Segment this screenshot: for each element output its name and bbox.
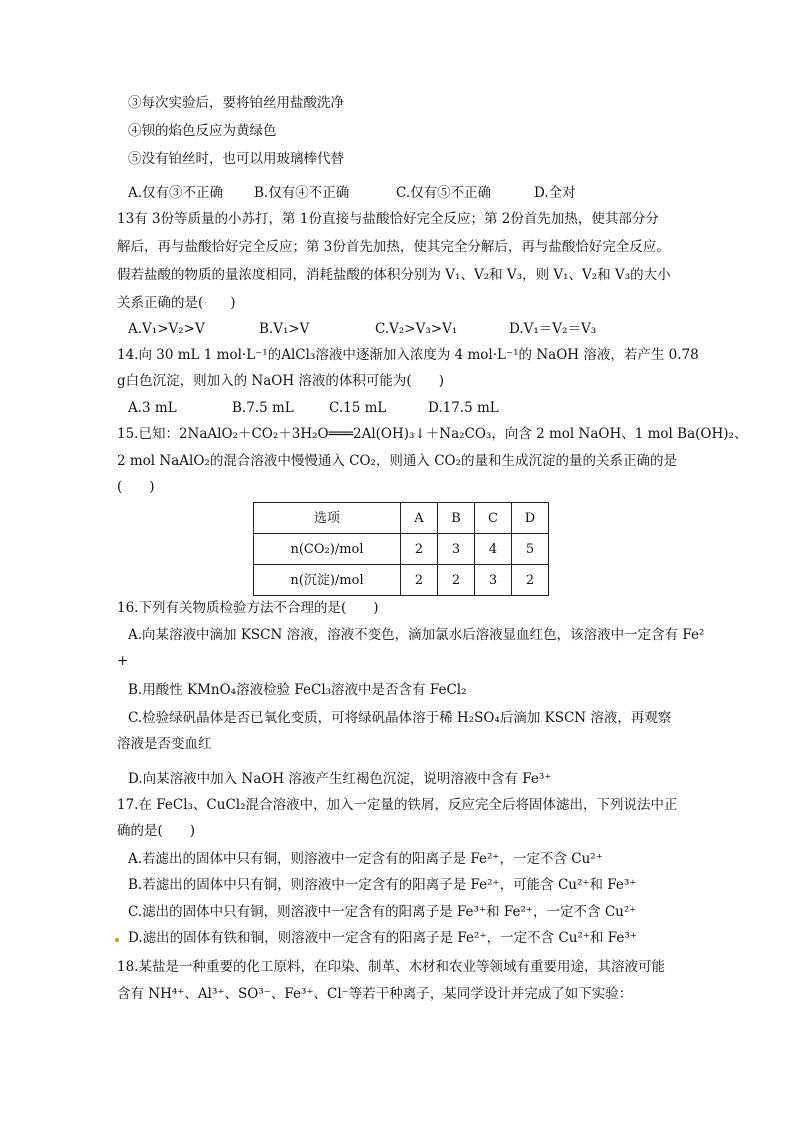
option-b: B.7.5 mL xyxy=(232,400,294,416)
table-row-label: n(沉淀)/mol xyxy=(254,565,401,596)
q14-options xyxy=(128,395,499,422)
table-cell: 5 xyxy=(512,534,549,565)
table-row xyxy=(254,565,549,596)
table-header-cell: C xyxy=(475,503,512,534)
table-cell: 4 xyxy=(475,534,512,565)
option-a: A.3 mL xyxy=(128,400,177,416)
q13-line-4: 关系正确的是( ) xyxy=(117,295,236,311)
option-d: D.17.5 mL xyxy=(428,400,499,416)
q15-table xyxy=(253,502,549,596)
q13-line-1: 13有 3份等质量的小苏打，第 1份直接与盐酸恰好完全反应；第 2份首先加热，使其部分分 xyxy=(117,211,659,227)
q16-option-b: B.用酸性 KMnO₄溶液检验 FeCl₃溶液中是否含有 FeCl₂ xyxy=(128,682,467,698)
table-header-cell: B xyxy=(438,503,475,534)
option-b: B.V₁>V xyxy=(259,321,310,337)
statement-3: ③每次实验后，要将铂丝用盐酸洗净 xyxy=(128,95,344,111)
q14-line-2: g白色沉淀，则加入的 NaOH 溶液的体积可能为( ) xyxy=(117,373,444,389)
q13-line-3: 假若盐酸的物质的量浓度相同，消耗盐酸的体积分别为 V₁、V₂和 V₃，则 V₁、V₂和 V₃的大小 xyxy=(117,267,671,283)
q17-line-1: 17.在 FeCl₃、CuCl₂混合溶液中，加入一定量的铁屑，反应完全后将固体滤出，下列说法中正 xyxy=(117,797,678,813)
option-d: D.全对 xyxy=(534,185,576,201)
q17-option-a: A.若滤出的固体中只有铜，则溶液中一定含有的阳离子是 Fe²⁺，一定不含 Cu²⁺ xyxy=(128,851,603,867)
margin-dot xyxy=(115,938,119,942)
q16-option-c-2: 溶液是否变血红 xyxy=(117,736,212,752)
q14-line-1: 14.向 30 mL 1 mol·L⁻¹的AlCl₃溶液中逐渐加入浓度为 4 mol·L⁻¹的 NaOH 溶液，若产生 0.78 xyxy=(117,347,699,363)
q16-option-a-2: + xyxy=(117,653,129,669)
q13-options xyxy=(128,316,596,343)
table-cell: 2 xyxy=(401,565,438,596)
q15-line-2: 2 mol NaAlO₂的混合溶液中慢慢通入 CO₂，则通入 CO₂的量和生成沉淀的量的关系正确的是 xyxy=(117,453,678,469)
q18-line-2: 含有 NH⁴⁺、Al³⁺、SO³⁻、Fe³⁺、Cl⁻等若干种离子，某同学设计并完成了如下实验： xyxy=(117,986,633,1002)
option-c: C.仅有⑤不正确 xyxy=(396,185,492,201)
option-c: C.15 mL xyxy=(329,400,387,416)
q17-option-c: C.滤出的固体中只有铜，则溶液中一定含有的阳离子是 Fe³⁺和 Fe²⁺，一定不含 Cu²⁺ xyxy=(128,904,637,920)
table-header-row xyxy=(254,503,549,534)
q12-options xyxy=(128,180,576,207)
option-a: A.仅有③不正确 xyxy=(128,185,224,201)
option-b: B.仅有④不正确 xyxy=(254,185,350,201)
option-d: D.V₁＝V₂＝V₃ xyxy=(509,321,597,337)
table-cell: 2 xyxy=(401,534,438,565)
q16-option-c-1: C.检验绿矾晶体是否已氧化变质，可将绿矾晶体溶于稀 H₂SO₄后滴加 KSCN 溶液，再观察 xyxy=(128,710,672,726)
table-cell: 2 xyxy=(438,565,475,596)
table-cell: 3 xyxy=(438,534,475,565)
table-row xyxy=(254,534,549,565)
table-cell: 3 xyxy=(475,565,512,596)
q16-line-1: 16.下列有关物质检验方法不合理的是( ) xyxy=(117,600,379,616)
option-c: C.V₂>V₃>V₁ xyxy=(375,321,458,337)
q15-line-3: ( ) xyxy=(117,479,155,495)
table-header-cell: A xyxy=(401,503,438,534)
q16-option-d: D.向某溶液中加入 NaOH 溶液产生红褐色沉淀，说明溶液中含有 Fe³⁺ xyxy=(128,771,552,787)
table-header-cell: D xyxy=(512,503,549,534)
q17-line-2: 确的是( ) xyxy=(117,823,196,839)
q15-line-1: 15.已知：2NaAlO₂＋CO₂＋3H₂O═══2Al(OH)₃↓＋Na₂CO₃，向含 2 mol NaOH、1 mol Ba(OH)₂、 xyxy=(117,426,748,442)
option-a: A.V₁>V₂>V xyxy=(128,321,205,337)
table-row-label: n(CO₂)/mol xyxy=(254,534,401,565)
q18-line-1: 18.某盐是一种重要的化工原料，在印染、制革、木材和农业等领域有重要用途，其溶液可能 xyxy=(117,959,665,975)
table-header-cell: 选项 xyxy=(254,503,401,534)
statement-5: ⑤没有铂丝时，也可以用玻璃棒代替 xyxy=(128,151,344,167)
statement-4: ④钡的焰色反应为黄绿色 xyxy=(128,123,277,139)
q17-option-b: B.若滤出的固体中只有铜，则溶液中一定含有的阳离子是 Fe²⁺，可能含 Cu²⁺和 Fe³⁺ xyxy=(128,877,637,893)
q13-line-2: 解后，再与盐酸恰好完全反应；第 3份首先加热，使其完全分解后，再与盐酸恰好完全反应。 xyxy=(117,239,670,255)
q17-option-d: D.滤出的固体有铁和铜，则溶液中一定含有的阳离子是 Fe²⁺，一定不含 Cu²⁺和 Fe³⁺ xyxy=(128,930,637,946)
q16-option-a-1: A.向某溶液中滴加 KSCN 溶液，溶液不变色，滴加氯水后溶液显血红色，该溶液中一定含有 Fe² xyxy=(128,627,705,643)
table-cell: 2 xyxy=(512,565,549,596)
